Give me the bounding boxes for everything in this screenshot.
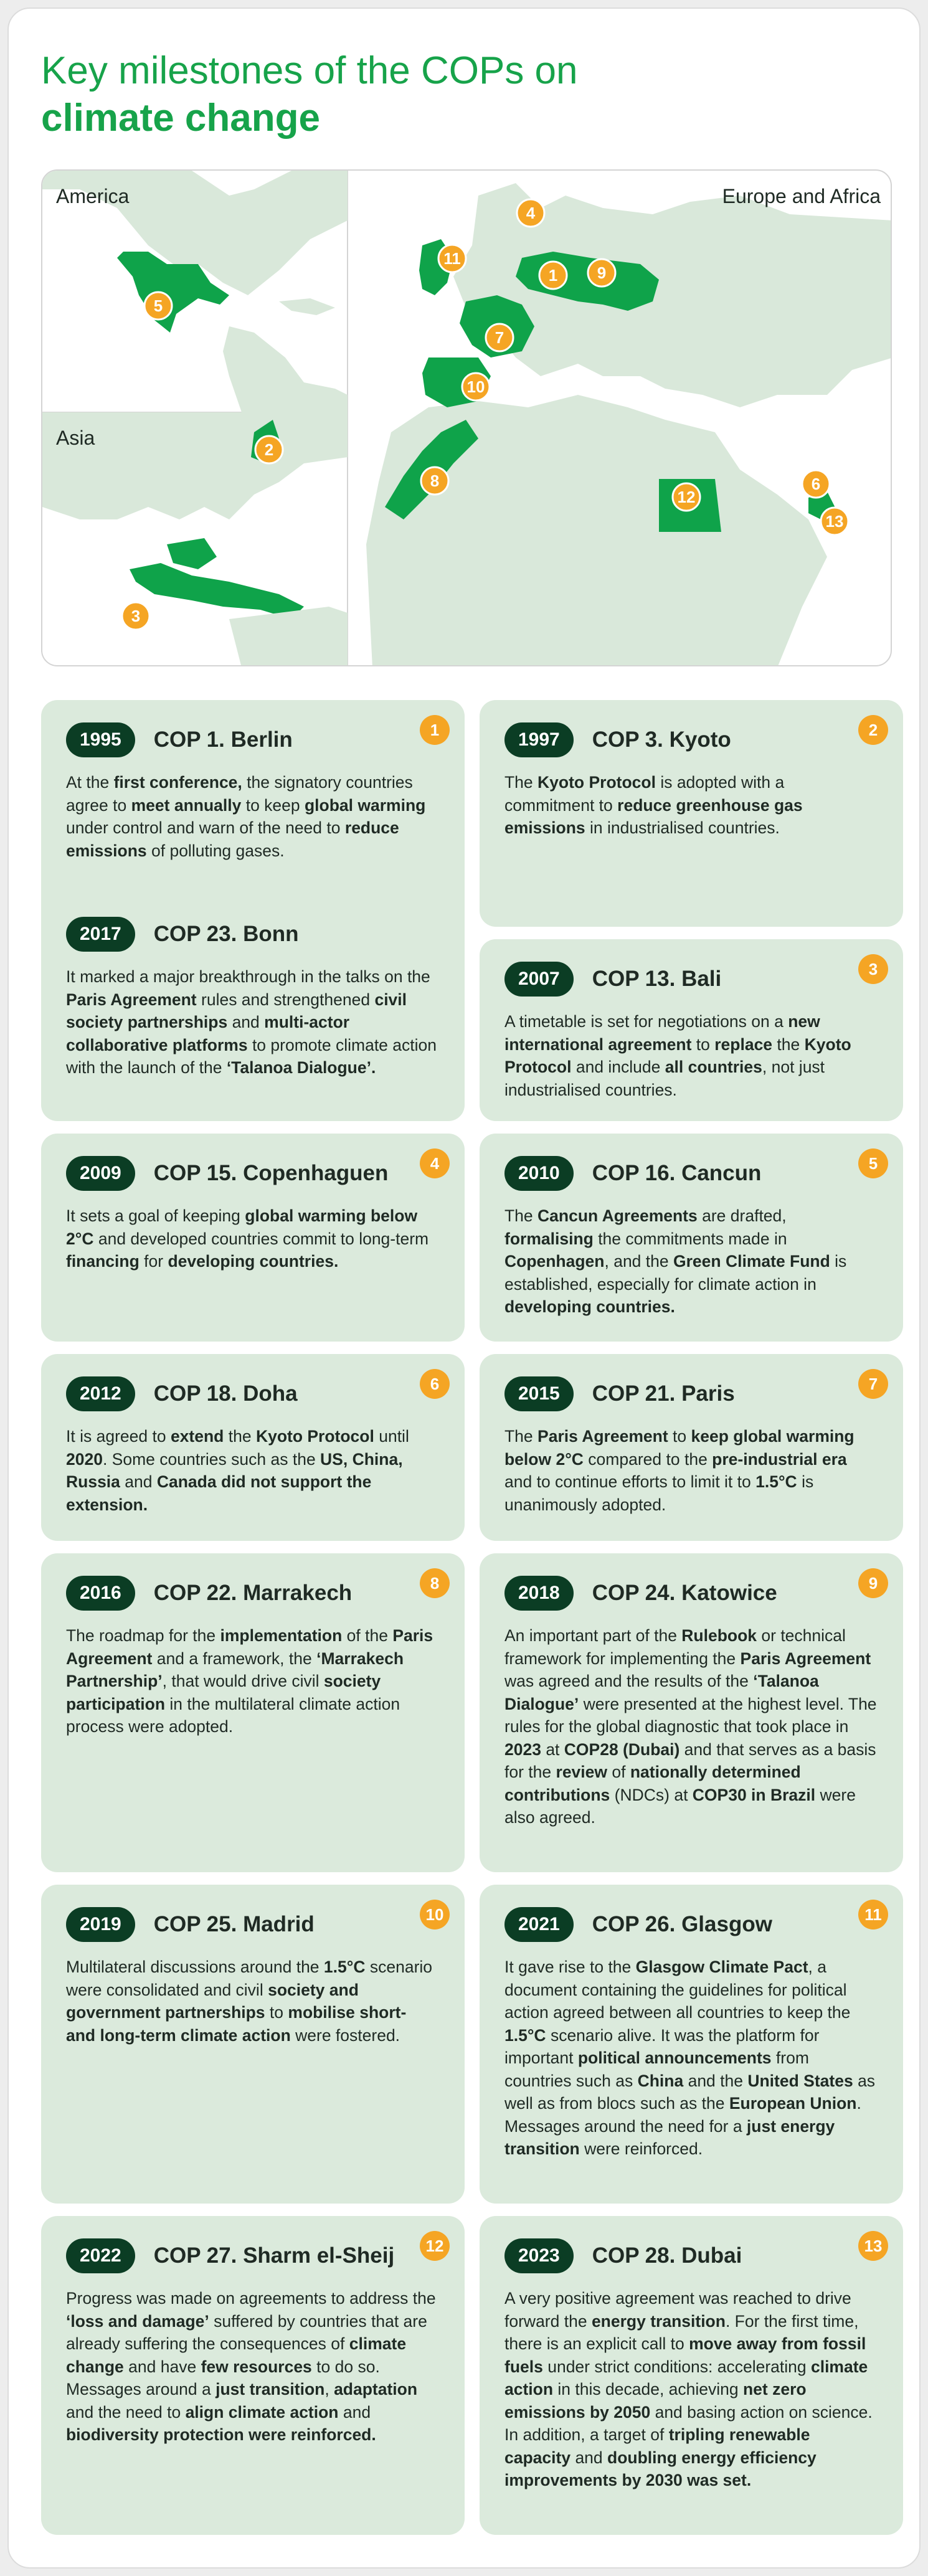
number-badge: 1 <box>420 715 450 745</box>
emphasis-text: Kyoto Protocol <box>255 1427 374 1446</box>
cop-title: COP 27. Sharm el-Sheij <box>153 2243 395 2268</box>
body-text: and the need to <box>66 2402 186 2422</box>
emphasis-text: political announcements <box>577 2048 772 2067</box>
body-text: At the <box>66 773 114 792</box>
map-pin-4 <box>517 199 544 227</box>
svg-text:9: 9 <box>597 263 607 282</box>
world-map <box>42 171 892 666</box>
map-pin-11 <box>438 245 466 272</box>
emphasis-text: ‘loss and damage’ <box>66 2311 209 2331</box>
body-text: and include <box>571 1058 665 1076</box>
card-body <box>504 1624 878 1829</box>
body-text: The <box>504 1427 538 1446</box>
body-text: It marked a major breakthrough in the talks on the <box>66 967 430 986</box>
svg-text:7: 7 <box>495 328 504 347</box>
emphasis-text: meet annually <box>131 795 242 815</box>
emphasis-text: energy transition <box>591 2311 726 2331</box>
body-text: and have <box>123 2357 201 2376</box>
card-cop26 <box>480 1885 903 2204</box>
body-text: A timetable is set for negotiations on a <box>504 1012 788 1031</box>
body-text: and the <box>683 2071 748 2090</box>
body-text: the <box>224 1427 256 1446</box>
body-text: is unanimously adopted. <box>504 1472 814 1514</box>
card-cop18 <box>41 1354 465 1541</box>
emphasis-text: keep global warming below 2°C <box>504 1427 855 1469</box>
year-badge: 2010 <box>504 1156 574 1191</box>
body-text: were fostered. <box>290 2025 400 2045</box>
emphasis-text: climate change <box>66 2334 407 2376</box>
emphasis-text: Paris Agreement <box>537 1427 668 1446</box>
card-body <box>66 1956 440 2047</box>
infographic-page <box>7 7 921 2569</box>
page-title <box>41 47 578 142</box>
card-body <box>504 771 878 840</box>
body-text: the <box>772 1035 805 1054</box>
card-body <box>66 1425 440 1516</box>
body-text: under strict conditions: accelerating <box>542 2357 811 2376</box>
cop-title: COP 23. Bonn <box>153 922 299 946</box>
card-cop22 <box>41 1553 465 1872</box>
body-text: , and the <box>604 1252 673 1271</box>
body-text: at <box>541 1740 564 1759</box>
body-text: and <box>571 2448 608 2467</box>
body-text: to <box>668 1427 691 1446</box>
body-text: of the <box>342 1626 393 1645</box>
number-badge: 5 <box>858 1148 888 1178</box>
body-text: as well as from blocs such as the <box>504 2071 876 2113</box>
map-label-america: America <box>56 185 130 207</box>
card-body <box>66 1624 440 1738</box>
emphasis-text: just energy transition <box>504 2116 835 2158</box>
year-badge: 2012 <box>66 1376 135 1411</box>
emphasis-text: society participation <box>66 1672 381 1713</box>
map-pin-9 <box>588 259 615 286</box>
map-pin-7 <box>486 324 513 351</box>
number-badge: 12 <box>420 2231 450 2261</box>
body-text: to keep <box>241 795 305 815</box>
body-text: in this decade, achieving <box>553 2380 743 2398</box>
cop-title: COP 13. Bali <box>592 967 722 991</box>
year-badge: 2022 <box>66 2238 135 2273</box>
map-pin-10 <box>462 373 490 400</box>
emphasis-text: 2020 <box>66 1449 103 1469</box>
body-text: suffered by countries that are already suffering the consequences of <box>66 2311 427 2353</box>
year-badge: 2019 <box>66 1907 135 1942</box>
emphasis-text: climate action <box>504 2357 868 2398</box>
body-text: Progress was made on agreements to address the <box>66 2289 436 2308</box>
card-head <box>504 1156 761 1191</box>
cop-title: COP 24. Katowice <box>592 1581 777 1605</box>
emphasis-text: Paris Agreement <box>66 990 197 1009</box>
cop-title: COP 15. Copenhaguen <box>153 1161 389 1185</box>
emphasis-text: pre-industrial era <box>712 1449 847 1469</box>
emphasis-text: formalising <box>504 1229 594 1248</box>
body-text: A very positive agreement was reached to drive forward the <box>504 2289 851 2331</box>
emphasis-text: developing countries. <box>504 1297 675 1316</box>
svg-text:13: 13 <box>825 512 844 531</box>
cop-title: COP 22. Marrakech <box>153 1581 353 1605</box>
emphasis-text: nationally determined contributions <box>504 1763 801 1804</box>
body-text: The <box>504 773 538 792</box>
number-badge: 13 <box>858 2231 888 2261</box>
emphasis-text: Paris Agreement <box>66 1626 433 1668</box>
card-body <box>504 1425 878 1516</box>
card-head <box>504 2238 742 2273</box>
body-text: from countries such as <box>504 2048 809 2090</box>
map-pin-5 <box>144 292 172 320</box>
emphasis-text: civil society partnerships <box>66 990 407 1031</box>
emphasis-text: US, China, Russia <box>66 1449 403 1491</box>
number-badge: 10 <box>420 1900 450 1930</box>
cop-title: COP 28. Dubai <box>592 2243 742 2268</box>
card-body <box>504 1205 878 1319</box>
emphasis-text: Kyoto Protocol <box>537 773 656 792</box>
card-head-2 <box>66 917 298 952</box>
emphasis-text: China <box>637 2071 684 2090</box>
body-text: The <box>504 1206 538 1225</box>
map-pin-2 <box>255 436 283 463</box>
emphasis-text: 1.5°C <box>504 2025 546 2045</box>
emphasis-text: ‘Marrakech Partnership’ <box>66 1649 404 1690</box>
body-text: to <box>265 2003 288 2022</box>
card-cop13 <box>480 939 903 1121</box>
card-body <box>504 1956 878 2161</box>
emphasis-text: reduce greenhouse gas emissions <box>504 795 803 837</box>
body-text: and developed countries commit to long-term <box>93 1229 429 1248</box>
map-pin-13 <box>821 508 848 535</box>
emphasis-text: tripling renewable capacity <box>504 2425 810 2467</box>
map-pin-1 <box>539 262 567 289</box>
body-text: were reinforced. <box>579 2139 703 2158</box>
body-text: scenario alive. It was the platform for important <box>504 2025 820 2067</box>
year-badge: 1997 <box>504 722 574 757</box>
body-text: the commitments made in <box>593 1229 787 1248</box>
body-text: scenario were consolidated and civil <box>66 1958 433 1999</box>
body-text: . For the first time, there is an explicit call to <box>504 2311 859 2353</box>
svg-text:3: 3 <box>131 607 141 625</box>
svg-text:10: 10 <box>466 377 485 396</box>
cop-title: COP 1. Berlin <box>153 727 293 752</box>
emphasis-text: Kyoto Protocol <box>504 1035 851 1076</box>
emphasis-text: Cancun Agreements <box>537 1206 698 1225</box>
emphasis-text: extend <box>170 1427 224 1446</box>
emphasis-text: Glasgow Climate Pact <box>635 1958 808 1976</box>
body-text: were also agreed. <box>504 1785 856 1827</box>
body-text: was agreed and the results of the <box>504 1672 754 1690</box>
body-text: to promote climate action with the launch of the <box>66 1035 437 1077</box>
svg-text:12: 12 <box>677 488 696 506</box>
number-badge: 4 <box>420 1148 450 1178</box>
card-head <box>66 1907 315 1942</box>
emphasis-text: implementation <box>220 1626 343 1645</box>
card-body <box>66 965 440 1079</box>
body-text: in the multilateral climate action process were adopted. <box>66 1694 400 1736</box>
body-text: for <box>139 1252 168 1271</box>
number-badge: 9 <box>858 1568 888 1598</box>
card-head <box>66 1376 298 1411</box>
body-text: and <box>338 2402 371 2422</box>
year-badge: 2017 <box>66 917 135 952</box>
body-text: of polluting gases. <box>146 841 285 860</box>
year-badge: 2007 <box>504 962 574 997</box>
svg-text:1: 1 <box>548 266 558 285</box>
svg-text:4: 4 <box>526 204 536 222</box>
emphasis-text: just transition <box>215 2380 325 2398</box>
emphasis-text: Canada did not support the extension. <box>66 1472 372 1514</box>
number-badge: 3 <box>858 954 888 984</box>
body-text: are drafted, <box>697 1206 787 1225</box>
number-badge: 8 <box>420 1568 450 1598</box>
body-text: and <box>120 1472 157 1491</box>
card-head <box>504 1907 772 1942</box>
year-badge: 1995 <box>66 722 135 757</box>
body-text: under control and warn of the need to <box>66 818 345 837</box>
emphasis-text: first conference, <box>113 773 242 792</box>
year-badge: 2018 <box>504 1576 574 1611</box>
emphasis-text: Green Climate Fund <box>673 1252 830 1271</box>
emphasis-text: doubling energy efficiency improvements by 2030 was set. <box>504 2448 817 2489</box>
emphasis-text: ‘Talanoa Dialogue’. <box>226 1058 376 1077</box>
emphasis-text: align climate action <box>185 2402 339 2422</box>
card-cop27 <box>41 2216 465 2535</box>
body-text: is adopted with a commitment to <box>504 773 785 815</box>
emphasis-text: 2023 <box>504 1740 541 1759</box>
card-cop16 <box>480 1134 903 1342</box>
emphasis-text: mobilise short- and long-term climate action <box>66 2003 407 2045</box>
svg-text:8: 8 <box>430 471 440 490</box>
emphasis-text: ‘Talanoa Dialogue’ <box>504 1672 819 1713</box>
card-head <box>504 962 721 997</box>
body-text: compared to the <box>583 1449 713 1469</box>
body-text: (NDCs) at <box>610 1785 693 1804</box>
body-text: were presented at the highest level. The rules for the global diagnostic that took place in <box>504 1694 877 1736</box>
svg-text:11: 11 <box>443 249 461 268</box>
asia-map <box>42 412 348 666</box>
body-text: , that would drive civil <box>162 1672 324 1690</box>
cop-title: COP 25. Madrid <box>153 1912 315 1936</box>
svg-text:6: 6 <box>811 475 821 493</box>
card-cop28 <box>480 2216 903 2535</box>
body-text: . Messages around the need for a <box>504 2094 861 2136</box>
body-text: is established, especially for climate action in <box>504 1252 847 1294</box>
year-badge: 2015 <box>504 1376 574 1411</box>
card-cop15 <box>41 1134 465 1342</box>
svg-text:2: 2 <box>264 440 274 459</box>
card-cop24 <box>480 1553 903 1872</box>
body-text: , not just industrialised countries. <box>504 1058 825 1099</box>
emphasis-text: Copenhagen <box>504 1252 605 1271</box>
card-head <box>504 1376 735 1411</box>
number-badge: 7 <box>858 1369 888 1399</box>
map-pin-6 <box>802 470 830 498</box>
emphasis-text: reduce emissions <box>66 818 399 860</box>
card-head <box>66 722 293 757</box>
body-text: Multilateral discussions around the <box>66 1958 324 1976</box>
emphasis-text: review <box>556 1763 608 1781</box>
map-pin-12 <box>673 483 700 511</box>
body-text: It sets a goal of keeping <box>66 1206 245 1225</box>
year-badge: 2016 <box>66 1576 135 1611</box>
body-text: rules and strengthened <box>196 990 375 1009</box>
body-text: and basing action on science. In addition, a target of <box>504 2402 873 2444</box>
body-text: The roadmap for the <box>66 1626 220 1645</box>
card-cop1-cop23 <box>41 700 465 1121</box>
body-text: the signatory countries agree to <box>66 773 413 815</box>
emphasis-text: few resources <box>201 2357 312 2376</box>
emphasis-text: developing countries. <box>168 1252 339 1271</box>
body-text: or technical framework for implementing the <box>504 1626 846 1668</box>
emphasis-text: multi-actor collaborative platforms <box>66 1013 350 1054</box>
emphasis-text: all countries <box>665 1058 762 1076</box>
title-line-2: climate change <box>41 97 320 140</box>
emphasis-text: biodiversity protection were reinforced. <box>66 2425 376 2444</box>
card-head <box>504 722 731 757</box>
body-text: , <box>324 2380 334 2398</box>
emphasis-text: new international agreement <box>504 1012 820 1054</box>
cop-title: COP 21. Paris <box>592 1381 735 1406</box>
map-label-asia: Asia <box>56 427 95 449</box>
body-text: until <box>374 1427 409 1446</box>
map-pin-8 <box>421 467 448 495</box>
number-badge: 2 <box>858 715 888 745</box>
body-text: An important part of the <box>504 1626 682 1645</box>
emphasis-text: 1.5°C <box>323 1958 366 1976</box>
emphasis-text: United States <box>747 2071 853 2090</box>
body-text: , a document containing the guidelines for political action agreed between all countries to keep the <box>504 1958 851 2022</box>
emphasis-text: Rulebook <box>681 1626 757 1645</box>
year-badge: 2023 <box>504 2238 574 2273</box>
emphasis-text: society and government partnerships <box>66 1980 359 2022</box>
body-text: to do so. Messages around a <box>66 2357 380 2398</box>
emphasis-text: global warming below 2°C <box>66 1206 418 1248</box>
svg-text:5: 5 <box>153 296 163 315</box>
emphasis-text: global warming <box>305 795 426 815</box>
card-cop21 <box>480 1354 903 1541</box>
card-cop3 <box>480 700 903 927</box>
map-label-europe-africa: Europe and Africa <box>722 185 881 207</box>
emphasis-text: COP28 (Dubai) <box>564 1740 680 1759</box>
body-text: and a framework, the <box>152 1649 317 1668</box>
body-text: and to continue efforts to limit it to <box>504 1472 756 1491</box>
cop-title: COP 3. Kyoto <box>592 727 731 752</box>
card-cop25 <box>41 1885 465 2204</box>
card-head <box>504 1576 777 1611</box>
card-body <box>66 771 440 862</box>
number-badge: 11 <box>858 1900 888 1930</box>
cop-title: COP 26. Glasgow <box>592 1912 772 1936</box>
emphasis-text: European Union <box>729 2094 857 2113</box>
card-head <box>66 1156 388 1191</box>
emphasis-text: Paris Agreement <box>740 1649 871 1668</box>
emphasis-text: move away from fossil fuels <box>504 2334 866 2376</box>
emphasis-text: net zero emissions by 2050 <box>504 2380 807 2422</box>
body-text: to <box>691 1035 715 1054</box>
card-body <box>504 2287 878 2492</box>
emphasis-text: COP30 in Brazil <box>692 1785 816 1804</box>
emphasis-text: adaptation <box>334 2380 418 2398</box>
body-text: of <box>607 1763 630 1781</box>
card-head <box>66 2238 394 2273</box>
card-body <box>66 1205 440 1273</box>
emphasis-text: 1.5°C <box>755 1472 797 1491</box>
card-head <box>66 1576 352 1611</box>
title-line-1: Key milestones of the COPs on <box>41 49 578 92</box>
emphasis-text: financing <box>66 1252 140 1271</box>
maps-panel <box>41 169 892 666</box>
body-text: . Some countries such as the <box>102 1449 321 1469</box>
body-text: and <box>227 1013 265 1031</box>
cop-title: COP 16. Cancun <box>592 1161 762 1185</box>
card-body <box>504 1010 878 1101</box>
cop-title: COP 18. Doha <box>153 1381 298 1406</box>
card-body <box>66 2287 440 2446</box>
year-badge: 2021 <box>504 1907 574 1942</box>
number-badge: 6 <box>420 1369 450 1399</box>
map-pin-3 <box>122 602 149 630</box>
body-text: It is agreed to <box>66 1427 171 1446</box>
body-text: and that serves as a basis for the <box>504 1740 876 1781</box>
year-badge: 2009 <box>66 1156 135 1191</box>
body-text: It gave rise to the <box>504 1958 636 1976</box>
body-text: in industrialised countries. <box>585 818 780 837</box>
emphasis-text: replace <box>714 1035 773 1054</box>
